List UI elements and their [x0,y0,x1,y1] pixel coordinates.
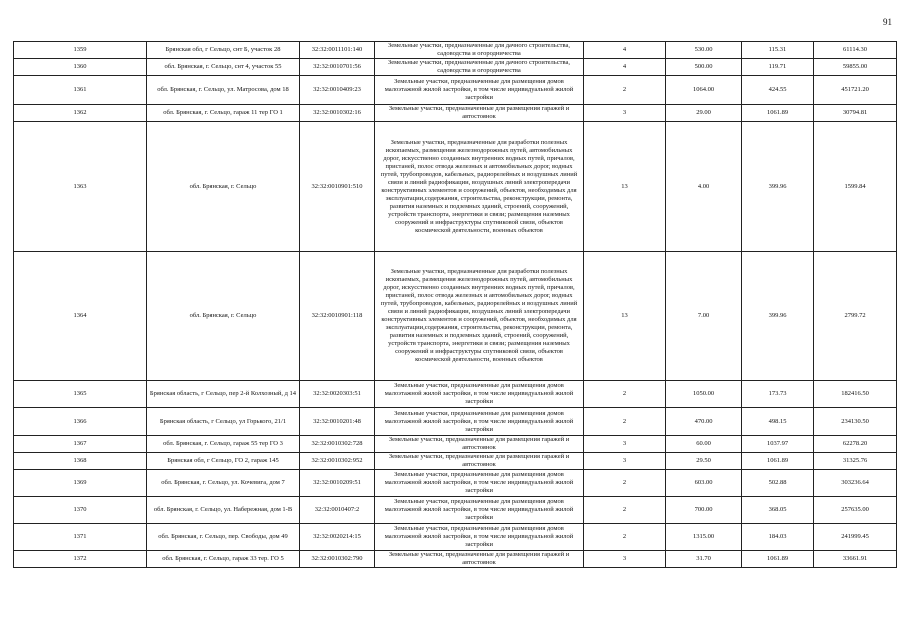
cadastral-number-cell: 32:32:0010209:51 [300,470,375,497]
cadastral-number-cell: 32:32:0010901:118 [300,252,375,381]
land-use-cell: Земельные участки, предназначенные для размещения домов малоэтажной жилой застройки, в том числе индивидуальной жилой застройки [375,470,584,497]
specific-value-cell: 399.96 [742,252,814,381]
cadastral-value-cell: 1599.84 [814,122,897,252]
area-cell: 4.00 [666,122,742,252]
row-number: 1370 [14,497,147,524]
cadastral-value-cell: 30794.81 [814,105,897,122]
cadastral-number-cell: 32:32:0010302:790 [300,551,375,568]
land-use-cell: Земельные участки, предназначенные для дачного строительства, садоводства и огородничества [375,42,584,59]
area-cell: 1064.00 [666,76,742,105]
table-row [14,42,897,59]
table-row [14,105,897,122]
cadastral-number-cell: 32:32:0010407:2 [300,497,375,524]
address-cell: Брянская область, г Сельцо, пер 2-й Колхозный, д 14 [147,381,300,408]
specific-value-cell: 1061.89 [742,105,814,122]
address-cell: обл. Брянская, г. Сельцо [147,252,300,381]
group-code-cell: 4 [584,42,666,59]
group-code-cell: 13 [584,122,666,252]
row-number: 1372 [14,551,147,568]
specific-value-cell: 399.96 [742,122,814,252]
cadastral-value-cell: 2799.72 [814,252,897,381]
table-row [14,408,897,436]
group-code-cell: 2 [584,381,666,408]
specific-value-cell: 184.03 [742,524,814,551]
area-cell: 29.00 [666,105,742,122]
specific-value-cell: 502.88 [742,470,814,497]
address-cell: обл. Брянская, г. Сельцо, ул. Матросова, дом 18 [147,76,300,105]
land-use-cell: Земельные участки, предназначенные для размещения домов малоэтажной жилой застройки, в том числе индивидуальной жилой застройки [375,408,584,436]
row-number: 1363 [14,122,147,252]
row-number: 1369 [14,470,147,497]
cadastral-number-cell: 32:32:0020214:15 [300,524,375,551]
area-cell: 29.50 [666,453,742,470]
address-cell: обл. Брянская, г. Сельцо, гараж 55 тер ГО 3 [147,436,300,453]
cadastral-value-cell: 451721.20 [814,76,897,105]
cadastral-number-cell: 32:32:0010701:56 [300,59,375,76]
table-row [14,436,897,453]
cadastral-number-cell: 32:32:0010901:510 [300,122,375,252]
cadastral-number-cell: 32:32:0010409:23 [300,76,375,105]
specific-value-cell: 115.31 [742,42,814,59]
group-code-cell: 2 [584,76,666,105]
cadastral-value-cell: 303236.64 [814,470,897,497]
area-cell: 1315.00 [666,524,742,551]
specific-value-cell: 424.55 [742,76,814,105]
page-number: 91 [883,17,892,27]
land-registry-table [13,41,897,568]
area-cell: 7.00 [666,252,742,381]
cadastral-value-cell: 257635.00 [814,497,897,524]
cadastral-value-cell: 33661.91 [814,551,897,568]
group-code-cell: 2 [584,524,666,551]
table-row [14,122,897,252]
address-cell: Брянская обл, г Сельцо, снт Б, участок 28 [147,42,300,59]
cadastral-number-cell: 32:32:0010302:728 [300,436,375,453]
area-cell: 1050.00 [666,381,742,408]
cadastral-number-cell: 32:32:0010302:16 [300,105,375,122]
group-code-cell: 3 [584,453,666,470]
area-cell: 31.70 [666,551,742,568]
cadastral-number-cell: 32:32:0011101:140 [300,42,375,59]
specific-value-cell: 1037.97 [742,436,814,453]
area-cell: 470.00 [666,408,742,436]
address-cell: обл. Брянская, г. Сельцо [147,122,300,252]
table-row [14,76,897,105]
table-row [14,470,897,497]
table-row [14,381,897,408]
area-cell: 500.00 [666,59,742,76]
land-use-cell: Земельные участки, предназначенные для разработки полезных ископаемых, размещения железнодорожных путей, автомобильных дорог, искусственно созданных внутренних водных путей, причалов, пристаней, полос отвода железных и автомобильных дорог, водных путей, трубопроводов, кабельных, радиорелейных и воздушных линий связи и линий радиофикации, воздушных линий электропередачи конструктивных элементов и сооружений, объектов, необходимых для эксплуатации,содержания, строительства, реконструкции, ремонта, развития наземных и подземных зданий, строений, сооружений, устройств транспорта, энергетики и связи; размещения наземных сооружений и инфраструктуры спутниковой связи, объектов космической деятельности, военных объектов [375,252,584,381]
group-code-cell: 2 [584,497,666,524]
table-row [14,59,897,76]
table-row [14,453,897,470]
area-cell: 530.00 [666,42,742,59]
land-use-cell: Земельные участки, предназначенные для размещения домов малоэтажной жилой застройки, в том числе индивидуальной жилой застройки [375,497,584,524]
specific-value-cell: 498.15 [742,408,814,436]
cadastral-value-cell: 62278.20 [814,436,897,453]
cadastral-value-cell: 59855.00 [814,59,897,76]
land-use-cell: Земельные участки, предназначенные для размещения гаражей и автостоянок [375,105,584,122]
row-number: 1368 [14,453,147,470]
table-row [14,551,897,568]
cadastral-value-cell: 182416.50 [814,381,897,408]
address-cell: Брянская область, г Сельцо, ул Горького, 21/1 [147,408,300,436]
address-cell: обл. Брянская, г. Сельцо, снт 4, участок 55 [147,59,300,76]
row-number: 1359 [14,42,147,59]
address-cell: обл. Брянская, г. Сельцо, ул. Набережная, дом 1-В [147,497,300,524]
specific-value-cell: 119.71 [742,59,814,76]
table-row [14,252,897,381]
cadastral-number-cell: 32:32:0010201:48 [300,408,375,436]
specific-value-cell: 1061.89 [742,551,814,568]
cadastral-value-cell: 61114.30 [814,42,897,59]
area-cell: 60.00 [666,436,742,453]
group-code-cell: 13 [584,252,666,381]
specific-value-cell: 173.73 [742,381,814,408]
address-cell: Брянская обл, г Сельцо, ГО 2, гараж 145 [147,453,300,470]
address-cell: обл. Брянская, г. Сельцо, ул. Кочевига, дом 7 [147,470,300,497]
group-code-cell: 2 [584,408,666,436]
address-cell: обл. Брянская, г. Сельцо, гараж 11 тер ГО 1 [147,105,300,122]
land-use-cell: Земельные участки, предназначенные для размещения домов малоэтажной жилой застройки, в том числе индивидуальной жилой застройки [375,381,584,408]
row-number: 1364 [14,252,147,381]
row-number: 1371 [14,524,147,551]
cadastral-number-cell: 32:32:0020303:51 [300,381,375,408]
group-code-cell: 3 [584,105,666,122]
land-use-cell: Земельные участки, предназначенные для размещения домов малоэтажной жилой застройки, в том числе индивидуальной жилой застройки [375,76,584,105]
address-cell: обл. Брянская, г. Сельцо, гараж 33 тер. ГО 5 [147,551,300,568]
cadastral-number-cell: 32:32:0010302:952 [300,453,375,470]
area-cell: 603.00 [666,470,742,497]
group-code-cell: 4 [584,59,666,76]
group-code-cell: 3 [584,551,666,568]
group-code-cell: 2 [584,470,666,497]
cadastral-value-cell: 241999.45 [814,524,897,551]
land-use-cell: Земельные участки, предназначенные для разработки полезных ископаемых, размещения железнодорожных путей, автомобильных дорог, искусственно созданных внутренних водных путей, причалов, пристаней, полос отвода железных и автомобильных дорог, водных путей, трубопроводов, кабельных, радиорелейных и воздушных линий связи и линий радиофикации, воздушных линий электропередачи конструктивных элементов и сооружений, объектов, необходимых для эксплуатации,содержания, строительства, реконструкции, ремонта, развития наземных и подземных зданий, строений, сооружений, устройств транспорта, энергетики и связи; размещения наземных сооружений и инфраструктуры спутниковой связи, объектов космической деятельности, военных объектов [375,122,584,252]
table-row [14,497,897,524]
group-code-cell: 3 [584,436,666,453]
address-cell: обл. Брянская, г. Сельцо, пер. Свободы, дом 49 [147,524,300,551]
row-number: 1367 [14,436,147,453]
cadastral-value-cell: 31325.76 [814,453,897,470]
table-body [14,42,897,568]
specific-value-cell: 1061.89 [742,453,814,470]
land-use-cell: Земельные участки, предназначенные для дачного строительства, садоводства и огородничества [375,59,584,76]
land-use-cell: Земельные участки, предназначенные для размещения гаражей и автостоянок [375,436,584,453]
row-number: 1361 [14,76,147,105]
area-cell: 700.00 [666,497,742,524]
row-number: 1366 [14,408,147,436]
specific-value-cell: 368.05 [742,497,814,524]
land-use-cell: Земельные участки, предназначенные для размещения гаражей и автостоянок [375,551,584,568]
cadastral-value-cell: 234130.50 [814,408,897,436]
land-use-cell: Земельные участки, предназначенные для размещения гаражей и автостоянок [375,453,584,470]
row-number: 1365 [14,381,147,408]
table-row [14,524,897,551]
land-use-cell: Земельные участки, предназначенные для размещения домов малоэтажной жилой застройки, в том числе индивидуальной жилой застройки [375,524,584,551]
row-number: 1362 [14,105,147,122]
row-number: 1360 [14,59,147,76]
